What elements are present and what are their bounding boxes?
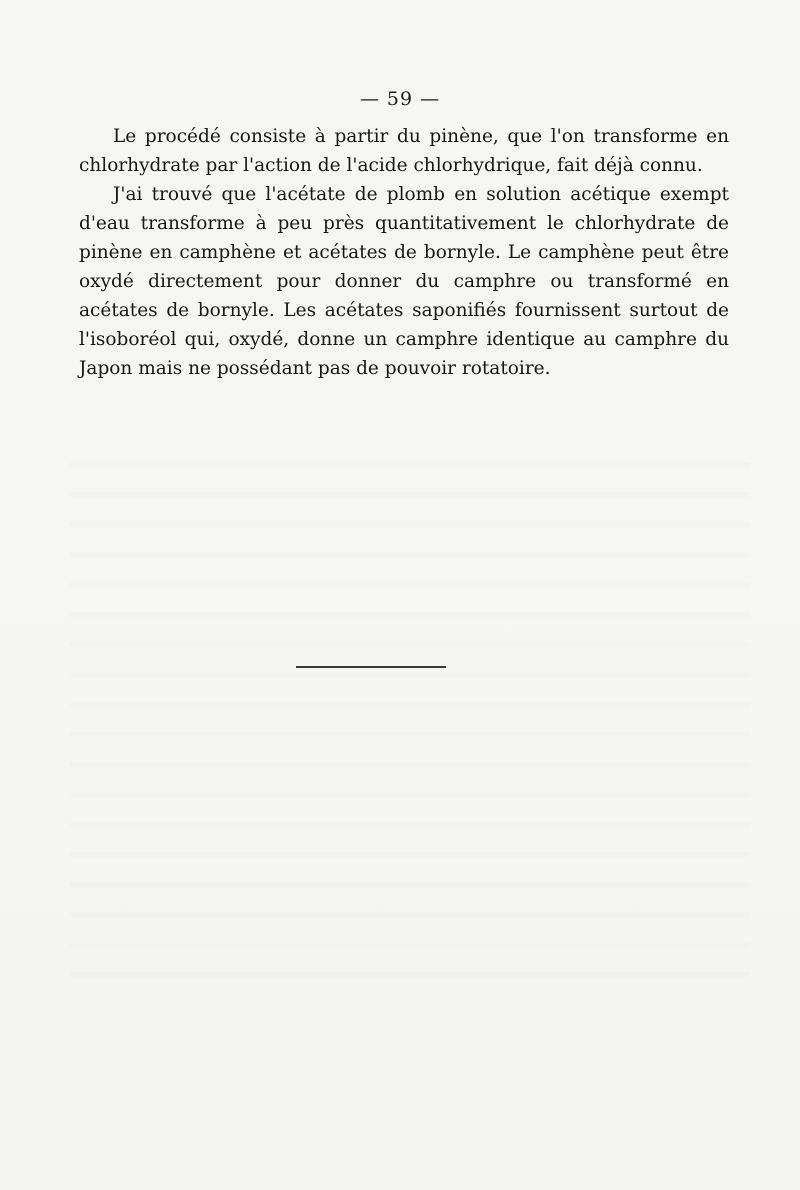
paragraph-1: Le procédé consiste à partir du pinène, que l'on transforme en chlorhydrate par l'action de l'acide chlorhydrique, fait déjà connu. bbox=[79, 126, 729, 176]
body-text bbox=[79, 122, 729, 383]
page-number: — 59 — bbox=[359, 88, 441, 110]
section-divider bbox=[296, 666, 446, 668]
paragraph-2: J'ai trouvé que l'acétate de plomb en solution acétique exempt d'eau transforme à peu près quantitativement le chlorhydrate de pinène en camphène et acétates de bornyle. Le camphène peut être oxydé directement pour donner du camphre ou transformé en acétates de bornyle. Les acétates saponifiés fournissent surtout de l'isoboréol qui, oxydé, donne un camphre identique au camphre du Japon mais ne possédant pas de pouvoir rotatoire. bbox=[79, 184, 729, 379]
show-through-background bbox=[70, 440, 750, 1000]
